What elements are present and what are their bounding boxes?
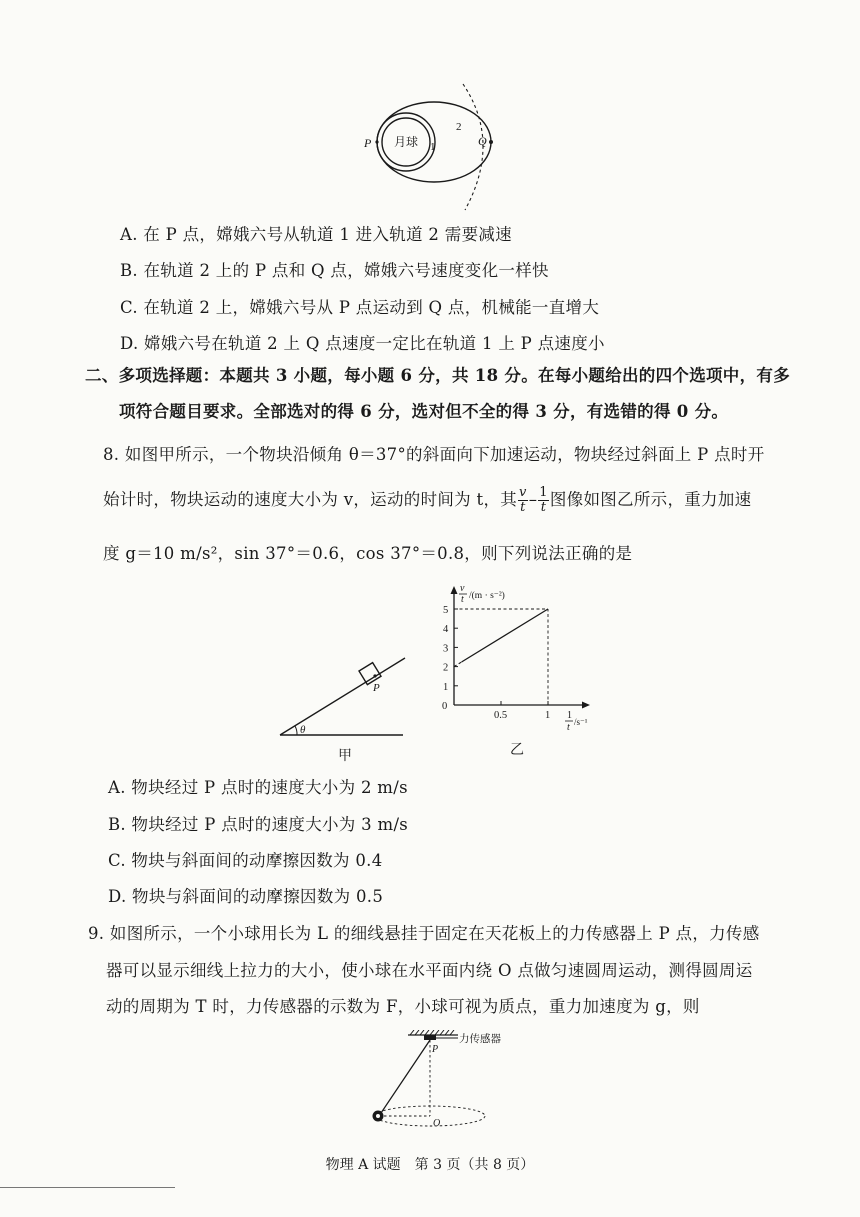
- q7-option-c: C. 在轨道 2 上，嫦娥六号从 P 点运动到 Q 点，机械能一直增大: [120, 298, 600, 317]
- q7-option-b: B. 在轨道 2 上的 P 点和 Q 点，嫦娥六号速度变化一样快: [120, 261, 549, 280]
- y-tick-label-5: 5: [443, 605, 449, 616]
- q8-stem-line2-end: 图像如图乙所示，重力加速: [549, 490, 752, 509]
- page-footer: 物理 A 试题 第 3 页（共 8 页）: [325, 1157, 535, 1173]
- point-P-dot: [375, 140, 378, 143]
- data-line-dashed-extension: [454, 662, 462, 667]
- y-tick-label-1: 1: [443, 681, 449, 693]
- q8-option-b: B. 物块经过 P 点时的速度大小为 3 m/s: [108, 815, 409, 834]
- q7-option-a: A. 在 P 点，嫦娥六号从轨道 1 进入轨道 2 需要减速: [120, 225, 512, 244]
- q9-stem-line2: 器可以显示细线上拉力的大小，使小球在水平面内绕 O 点做匀速圆周运动，测得圆周运: [106, 961, 753, 980]
- pendulum-figure: [360, 1030, 520, 1135]
- force-sensor-label: 力传感器: [459, 1034, 501, 1045]
- force-sensor-box: [424, 1035, 436, 1040]
- fraction-v-over-t: $\frac{v}{t}$: [519, 485, 527, 515]
- section2-heading-line2: 项符合题目要求。全部选对的得 6 分，选对但不全的得 3 分，有选错的得 0 分。: [119, 402, 729, 421]
- incline-point-P: [373, 674, 376, 677]
- pendulum-P-label: P: [432, 1044, 439, 1055]
- section2-heading-line1: 二、多项选择题：本题共 3 小题，每小题 6 分，共 18 分。在每小题给出的四个选项中，有多: [85, 366, 790, 385]
- orbit-figure: [360, 82, 500, 212]
- y-tick-label-4: 4: [443, 624, 449, 636]
- orbit-Q-label: Q: [478, 134, 487, 148]
- pendulum-O-label: O: [433, 1118, 441, 1129]
- origin-label: 0: [442, 701, 448, 712]
- ceiling-hatch: [410, 1030, 454, 1035]
- x-label-den: t: [567, 722, 570, 733]
- y-tick-label-2: 2: [443, 662, 449, 674]
- incline-figure: [275, 645, 415, 765]
- theta-arc: [295, 726, 297, 735]
- orbit-P-label: P: [364, 136, 372, 150]
- y-label-unit: /(m · s⁻²): [469, 591, 505, 601]
- y-axis-arrow: [451, 586, 458, 594]
- q8-option-d: D. 物块与斜面间的动摩擦因数为 0.5: [108, 887, 384, 906]
- orbit-1-label: 1: [430, 141, 436, 153]
- q9-stem-line3: 动的周期为 T 时，力传感器的示数为 F，小球可视为质点，重力加速度为 g，则: [106, 997, 700, 1016]
- x-axis-arrow: [582, 702, 590, 709]
- q9-stem-line1: 9. 如图所示，一个小球用长为 L 的细线悬挂于固定在天花板上的力传感器上 P 点，力传感: [88, 924, 760, 943]
- x-label-num: 1: [567, 710, 572, 721]
- q8-stem-line2-start: 始计时，物块运动的速度大小为 v，运动的时间为 t，其: [103, 490, 518, 509]
- fraction-1-over-t: $\frac{1}{t}$: [539, 485, 548, 515]
- q8-stem-line2: [103, 486, 751, 515]
- x-label-unit: /s⁻¹: [574, 717, 588, 727]
- y-label-den: t: [461, 594, 464, 605]
- figure-yi-label: 乙: [510, 743, 524, 758]
- y-label-num: v: [460, 583, 465, 594]
- fraction-separator: –: [528, 490, 538, 509]
- q8-stem-line1: 8. 如图甲所示，一个物块沿倾角 θ＝37°的斜面向下加速运动，物块经过斜面上 P 点时开: [103, 445, 765, 464]
- figure-jia-label: 甲: [338, 749, 352, 764]
- x-tick-label-0.5: 0.5: [494, 710, 508, 721]
- q8-option-c: C. 物块与斜面间的动摩擦因数为 0.4: [108, 851, 383, 870]
- data-line-solid: [462, 609, 548, 662]
- orbit-2-label: 2: [456, 121, 462, 133]
- bottom-edge-line: [0, 1187, 175, 1188]
- incline-slope: [280, 658, 405, 735]
- chart-marks: [443, 605, 550, 721]
- pendulum-string: [379, 1040, 430, 1116]
- q8-stem-line3: 度 g＝10 m/s²，sin 37°＝0.6，cos 37°＝0.8，则下列说法正确的是: [103, 544, 633, 563]
- point-Q-dot: [489, 140, 493, 144]
- x-tick-label-1: 1: [545, 710, 551, 721]
- small-ball-highlight: [376, 1114, 380, 1118]
- incline-theta-label: θ: [300, 724, 306, 736]
- moon-label: 月球: [394, 135, 419, 149]
- q8-option-a: A. 物块经过 P 点时的速度大小为 2 m/s: [108, 778, 408, 797]
- y-tick-label-3: 3: [443, 643, 449, 655]
- q7-option-d: D. 嫦娥六号在轨道 2 上 Q 点速度一定比在轨道 1 上 P 点速度小: [120, 334, 605, 353]
- incline-P-label: P: [373, 682, 380, 694]
- vt-graph: [430, 582, 610, 762]
